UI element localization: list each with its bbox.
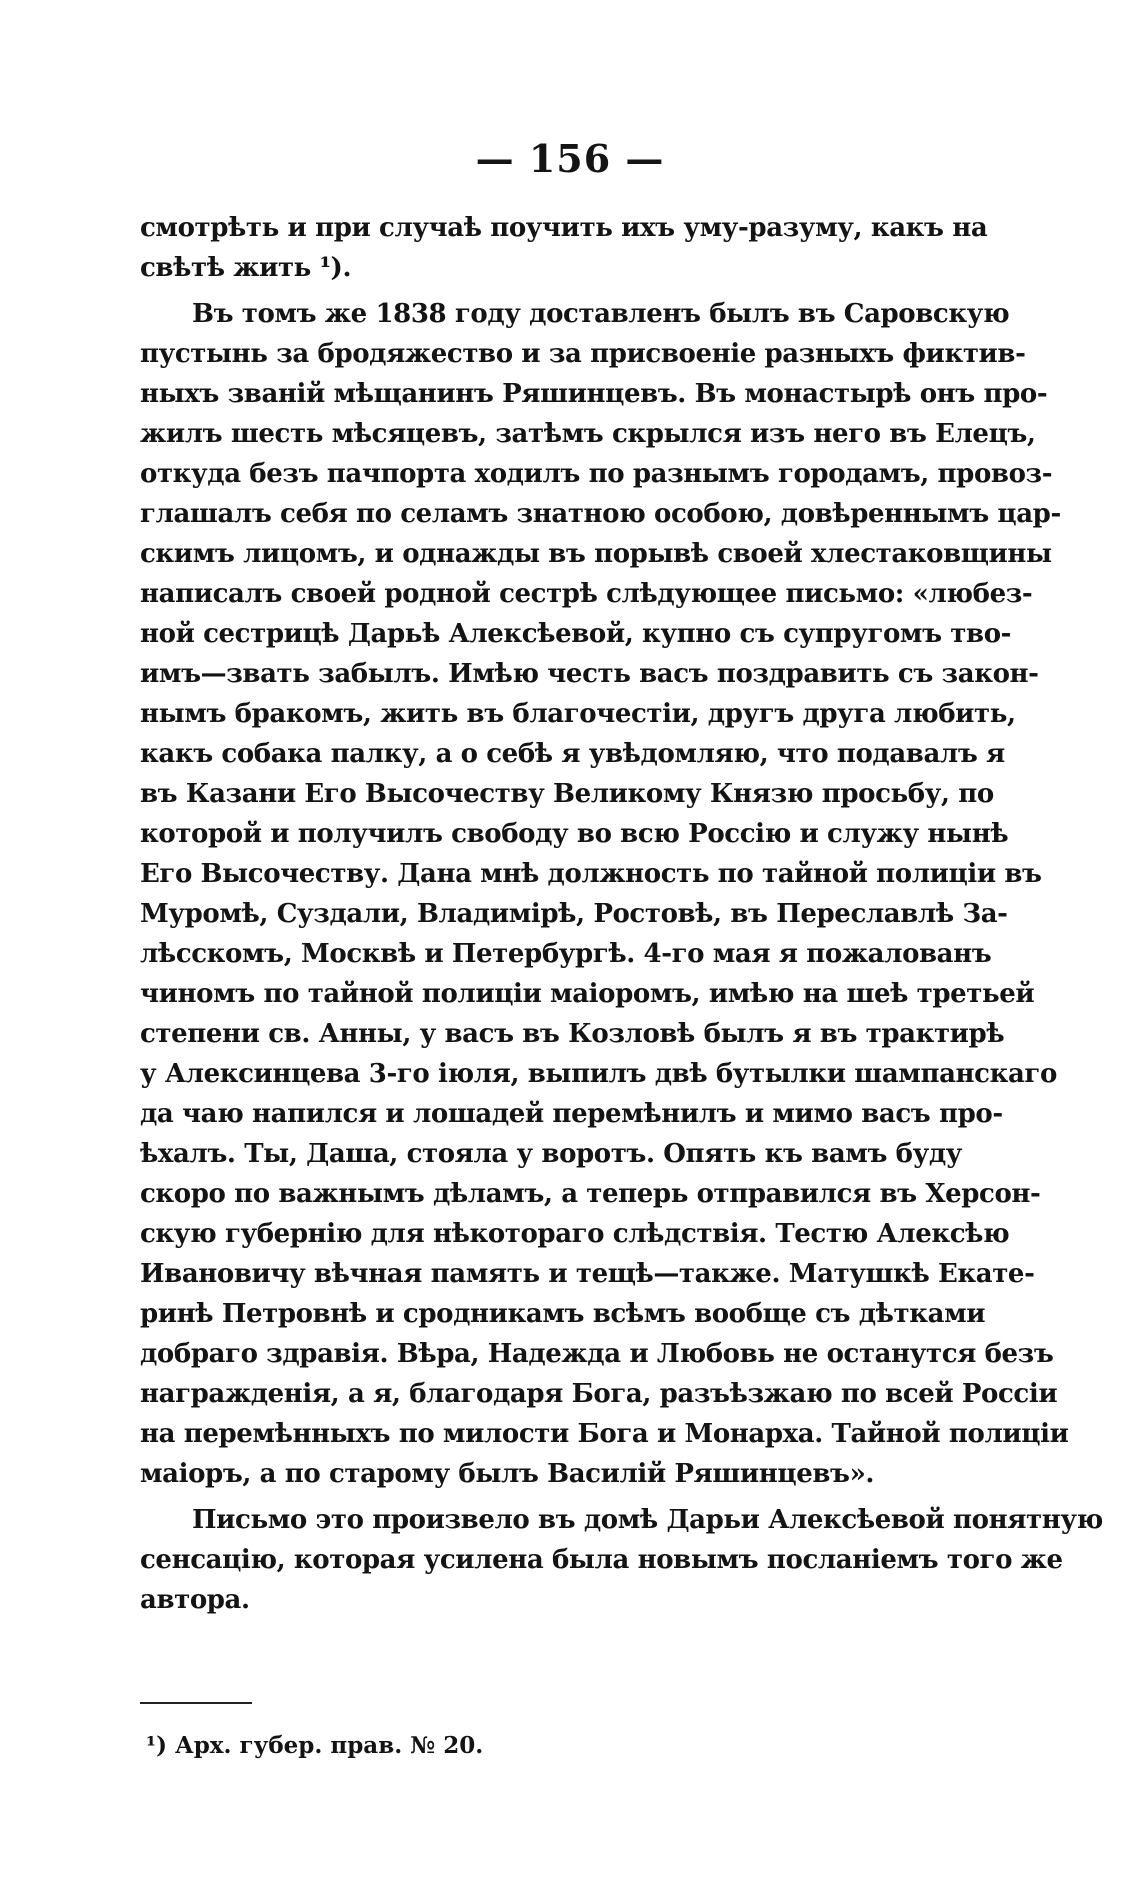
text-line: какъ собака палку, а о себѣ я увѣдомляю, что подавалъ я [140,739,1005,769]
text-line: которой и получилъ свободу во всю Россію и служу нынѣ [140,819,1009,849]
text-line: Письмо это произвело въ домѣ Дарьи Алексѣевой понятную [192,1505,1103,1535]
text-line: жилъ шесть мѣсяцевъ, затѣмъ скрылся изъ него въ Елецъ, [140,419,1036,449]
text-line: въ Казани Его Высочеству Великому Князю просьбу, по [140,779,994,809]
text-line: ѣхалъ. Ты, Даша, стояла у воротъ. Опять къ вамъ буду [140,1139,963,1169]
footnote-rule [140,1702,252,1704]
text-line: свѣтѣ жить ¹). [140,253,352,283]
text-line: на перемѣнныхъ по милости Бога и Монарха. Тайной полиціи [140,1419,1069,1449]
paragraph [140,208,988,288]
text-line: степени св. Анны, у васъ въ Козловѣ былъ я въ трактирѣ [140,1019,1005,1049]
text-line: откуда безъ пачпорта ходилъ по разнымъ городамъ, провоз- [140,459,1053,489]
text-line: Ивановичу вѣчная память и тещѣ—также. Матушкѣ Екате- [140,1259,1035,1289]
text-line: скоро по важнымъ дѣламъ, а теперь отправился въ Херсон- [140,1179,1041,1209]
text-line: добраго здравія. Вѣра, Надежда и Любовь не останутся безъ [140,1339,1054,1369]
text-line: ныхъ званій мѣщанинъ Ряшинцевъ. Въ монастырѣ онъ про- [140,379,1048,409]
paragraph [140,1500,1103,1620]
text-line: награжденія, а я, благодаря Бога, разъѣзжаю по всей Россіи [140,1379,1058,1409]
footnote: ¹) Арх. губер. прав. № 20. [146,1732,484,1759]
text-line: чиномъ по тайной полиціи маіоромъ, имѣю на шеѣ третьей [140,979,1035,1009]
text-line: автора. [140,1585,250,1615]
text-line: Муромѣ, Суздали, Владимірѣ, Ростовѣ, въ Переславлѣ За- [140,899,1008,929]
text-line: пустынь за бродяжество и за присвоеніе разныхъ фиктив- [140,339,1026,369]
text-line: маіоръ, а по старому былъ Василій Ряшинцевъ». [140,1459,875,1489]
text-line: Его Высочеству. Дана мнѣ должность по тайной полиціи въ [140,859,1042,889]
text-line: у Алексинцева 3-го іюля, выпилъ двѣ бутылки шампанскаго [140,1059,1057,1089]
text-line: имъ—звать забылъ. Имѣю честь васъ поздравить съ закон- [140,659,1039,689]
text-line: глашалъ себя по селамъ знатною особою, довѣреннымъ цар- [140,499,1061,529]
text-line: нымъ бракомъ, жить въ благочестіи, другъ друга любить, [140,699,1016,729]
text-line: смотрѣть и при случаѣ поучить ихъ уму-разуму, какъ на [140,213,988,243]
page-number: — 156 — [475,136,665,181]
body-text [140,208,1103,1620]
paragraph [140,294,1069,1494]
text-line: да чаю напился и лошадей перемѣнилъ и мимо васъ про- [140,1099,1003,1129]
text-line: Въ томъ же 1838 году доставленъ былъ въ Саровскую [192,299,1010,329]
text-line: ринѣ Петровнѣ и сродникамъ всѣмъ вообще съ дѣтками [140,1299,986,1329]
text-line: лѣсскомъ, Москвѣ и Петербургѣ. 4-го мая я пожалованъ [140,939,992,969]
text-line: скимъ лицомъ, и однажды въ порывѣ своей хлестаковщины [140,539,1052,569]
text-line: сенсацію, которая усилена была новымъ посланіемъ того же [140,1545,1063,1575]
text-line: ной сестрицѣ Дарьѣ Алексѣевой, купно съ супругомъ тво- [140,619,1012,649]
text-line: скую губернію для нѣкотораго слѣдствія. Тестю Алексѣю [140,1219,1010,1249]
text-line: написалъ своей родной сестрѣ слѣдующее письмо: «любез- [140,579,1033,609]
